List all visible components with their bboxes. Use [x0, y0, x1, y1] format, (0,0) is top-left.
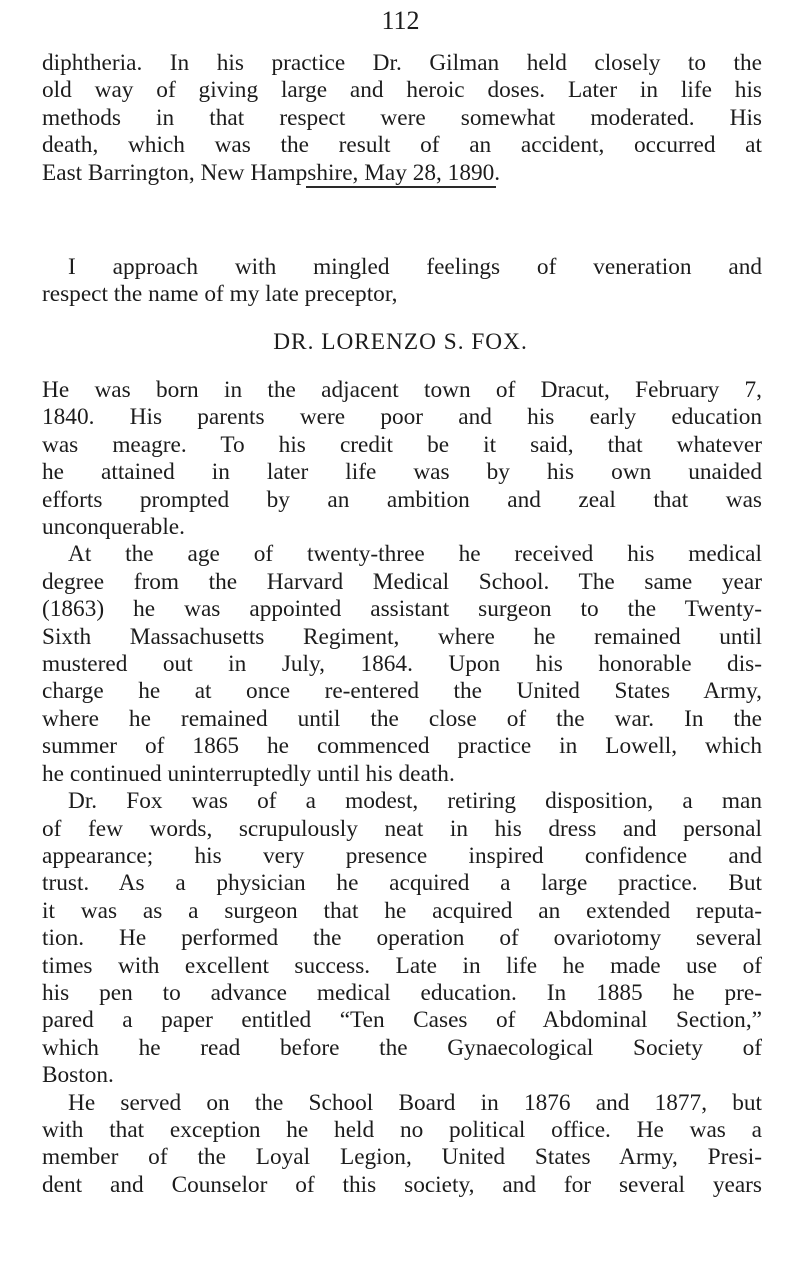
text-line: unconquerable.	[42, 514, 185, 541]
text-line: member of the Loyal Legion, United States Army, Presi-	[42, 1144, 762, 1171]
text-line: was meagre. To his credit be it said, that whatever	[42, 431, 762, 458]
text-line: Sixth Massachusetts Regiment, where he remained until	[42, 623, 762, 650]
text-line: with that exception he held no political office. He was a	[42, 1116, 762, 1143]
text-line: summer of 1865 he commenced practice in Lowell, which	[42, 733, 762, 760]
text-line: appearance; his very presence inspired confidence and	[42, 842, 762, 869]
text-line: mustered out in July, 1864. Upon his honorable dis-	[42, 651, 762, 678]
page-number: 112	[381, 6, 420, 35]
text-line: he attained in later life was by his own unaided	[42, 459, 762, 486]
text-line: methods in that respect were somewhat moderated. His	[42, 104, 762, 131]
paragraph-birth	[42, 377, 762, 1199]
text-line: charge he at once re-entered the United States Army,	[42, 678, 762, 705]
text-line: I approach with mingled feelings of veneration and	[68, 254, 762, 280]
text-line: death, which was the result of an accident, occurred at	[42, 132, 762, 159]
text-line: trust. As a physician he acquired a large practice. But	[42, 870, 762, 897]
text-line: times with excellent success. Late in life he made use of	[42, 952, 762, 979]
text-line: which he read before the Gynaecological Society of	[42, 1034, 762, 1061]
text-line: where he remained until the close of the war. In the	[42, 705, 762, 732]
text-line: Dr. Fox was of a modest, retiring disposition, a man	[68, 788, 762, 815]
section-heading: DR. LORENZO S. FOX.	[273, 329, 528, 355]
text-line: dent and Counselor of this society, and for several years	[42, 1171, 762, 1198]
text-line: East Barrington, New Hampshire, May 28, 1890.	[42, 159, 501, 186]
text-line: diphtheria. In his practice Dr. Gilman held closely to the	[42, 50, 762, 76]
section-divider	[306, 186, 496, 188]
text-line: efforts prompted by an ambition and zeal that was	[42, 486, 762, 513]
text-line: it was as a surgeon that he acquired an extended reputa-	[42, 897, 762, 924]
text-line: At the age of twenty-three he received his medical	[68, 541, 762, 568]
text-line: (1863) he was appointed assistant surgeon to the Twenty-	[42, 596, 762, 623]
text-line: He served on the School Board in 1876 and 1877, but	[68, 1089, 762, 1116]
text-line: Boston.	[42, 1062, 114, 1089]
text-line: of few words, scrupulously neat in his dress and personal	[42, 815, 762, 842]
text-line: 1840. His parents were poor and his early education	[42, 404, 762, 431]
text-line: pared a paper entitled “Ten Cases of Abdominal Section,”	[42, 1007, 762, 1034]
text-line: he continued uninterruptedly until his death.	[42, 760, 455, 787]
text-line: his pen to advance medical education. In 1885 he pre-	[42, 979, 762, 1006]
text-line: old way of giving large and heroic doses. Later in life his	[42, 77, 762, 104]
paragraph-intro	[42, 254, 762, 309]
text-line: He was born in the adjacent town of Dracut, February 7,	[42, 377, 762, 403]
paragraph-gilman-ending	[42, 50, 762, 187]
text-line: tion. He performed the operation of ovariotomy several	[42, 925, 762, 952]
text-line: degree from the Harvard Medical School. The same year	[42, 568, 762, 595]
text-line: respect the name of my late preceptor,	[42, 281, 398, 308]
